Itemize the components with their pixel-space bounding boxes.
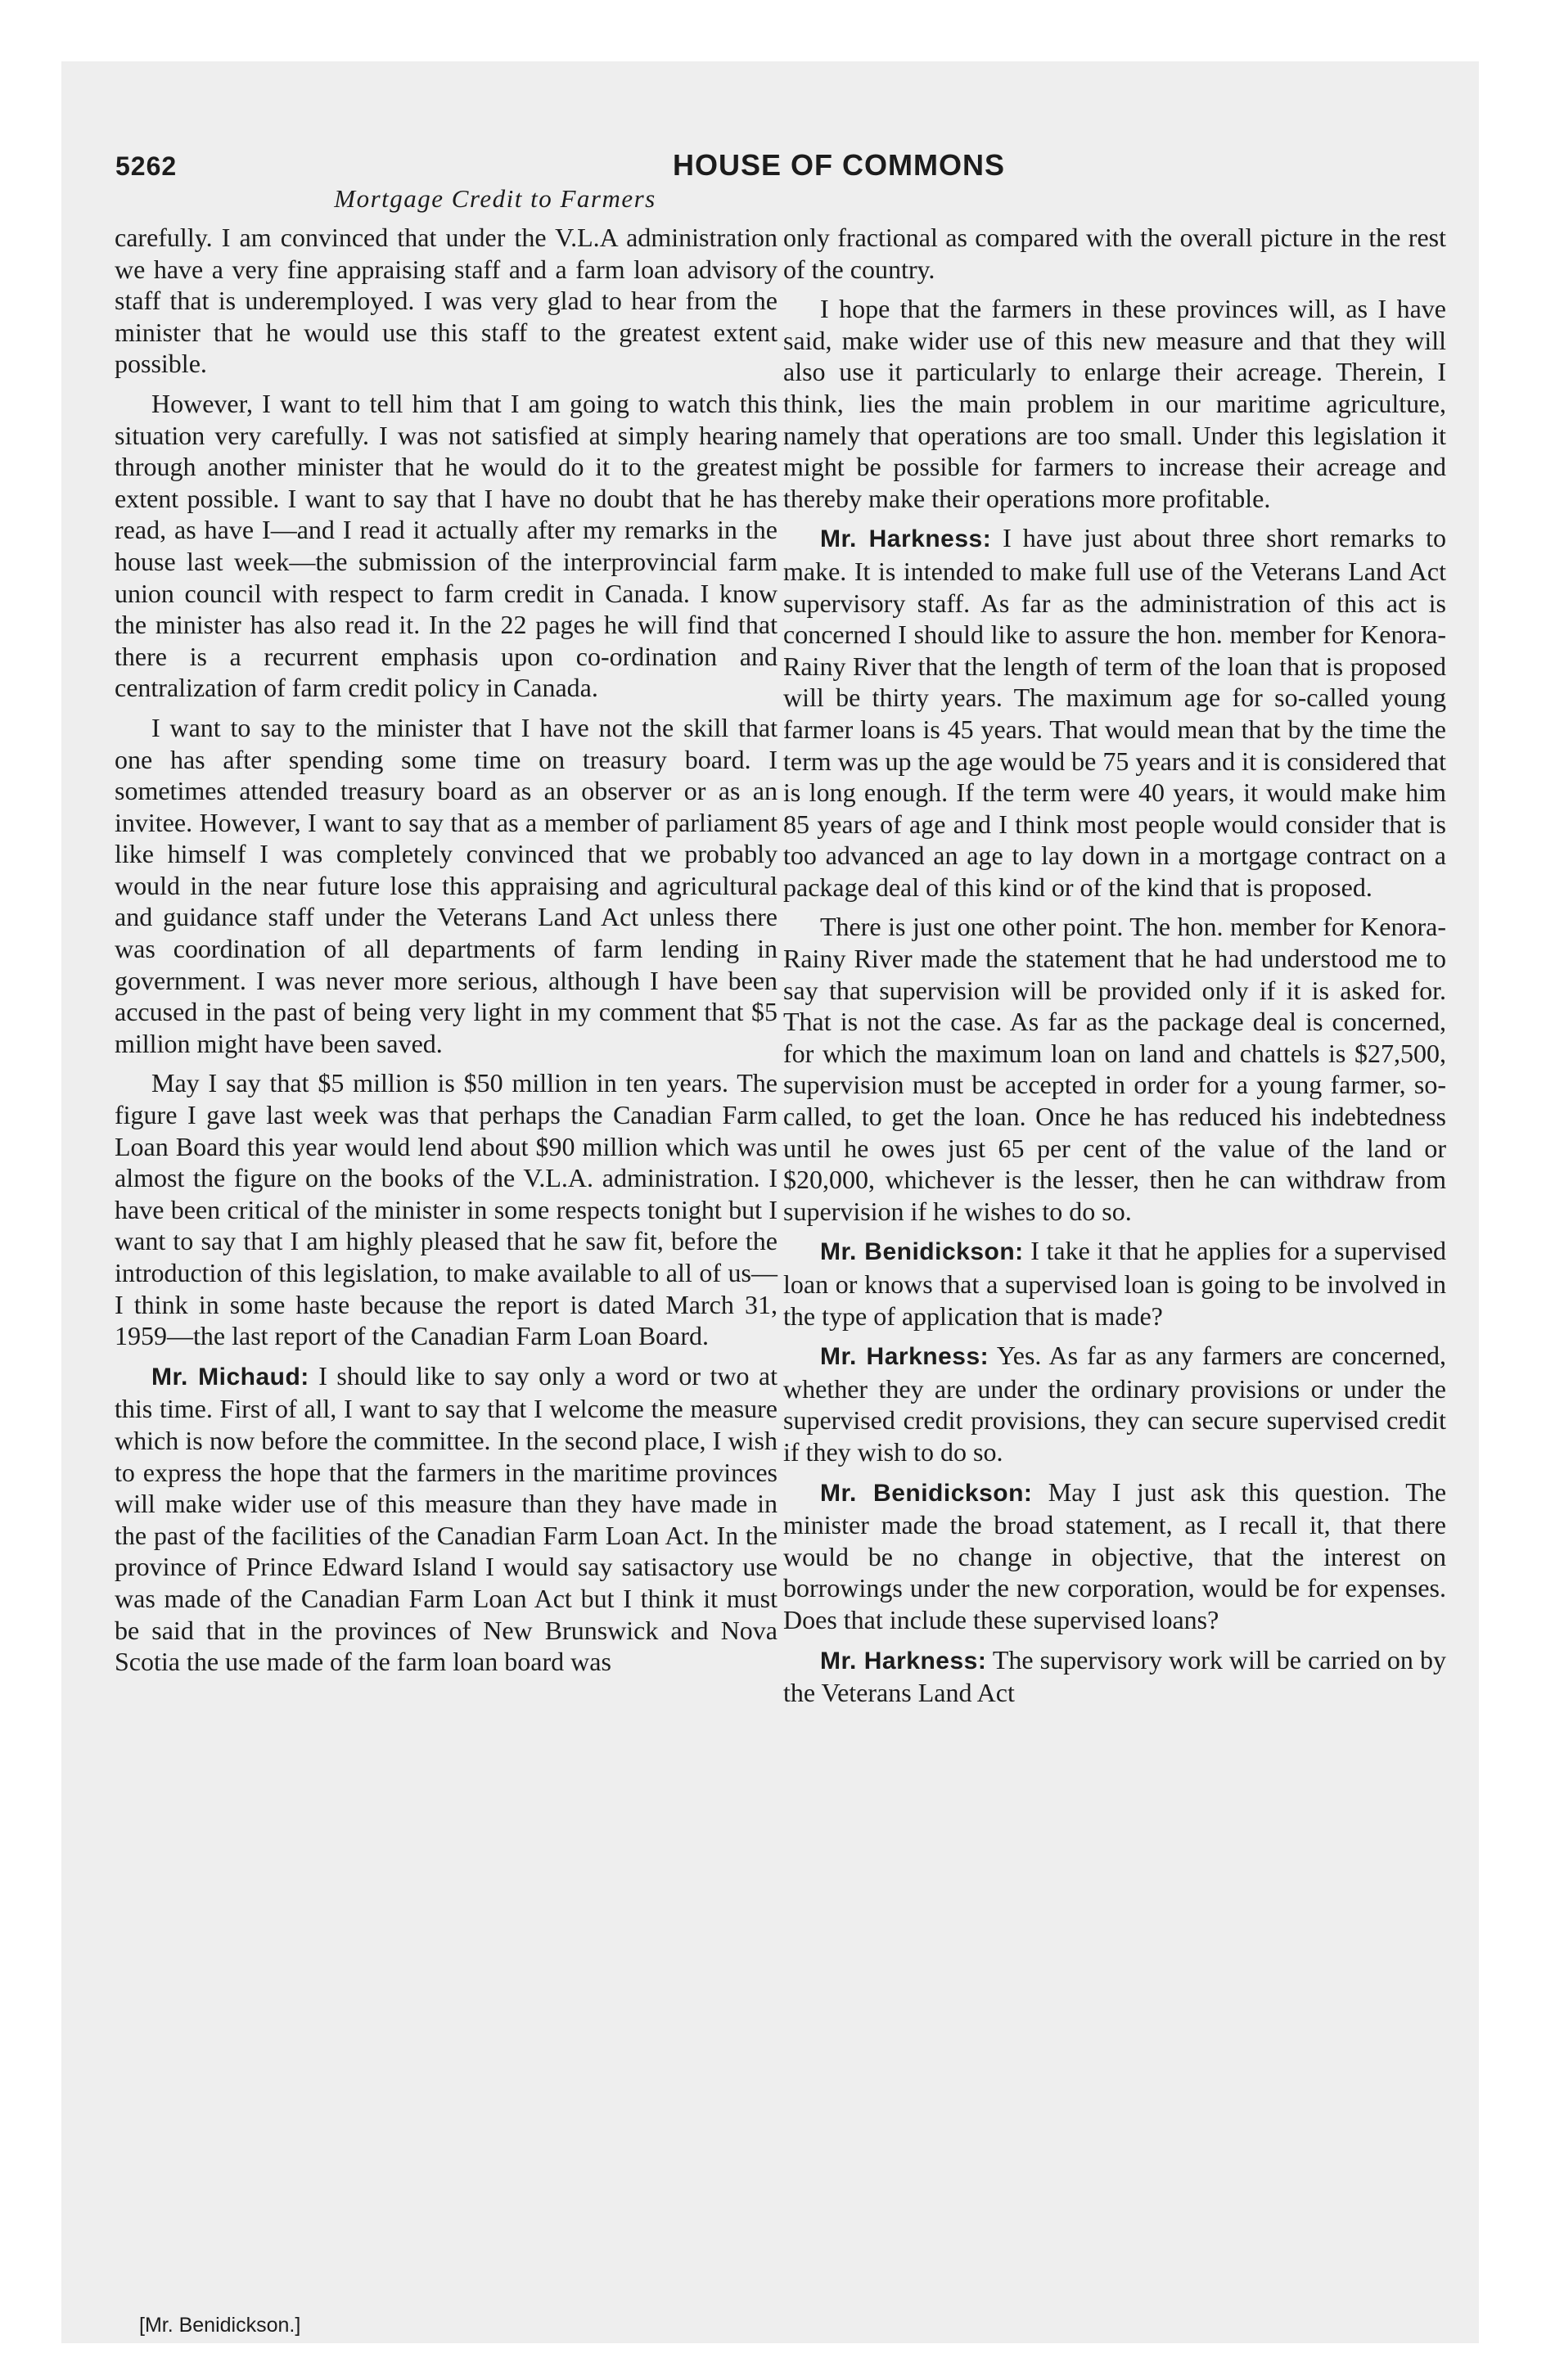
paragraph-text: Yes. As far as any farmers are concerned, whether they are under the ordinary provisions or under the supervised credit provisions, they can secure supervised credit if they wish to do so.	[783, 1341, 1447, 1467]
paragraph	[783, 222, 1446, 285]
left-column	[115, 222, 778, 1686]
paragraph-text: I should like to say only a word or two at this time. First of all, I want to say that I welcome the measure which is now before the committee. In the second place, I wish to express the hope that the farmers in the maritime provinces will make wider use of this measure than they have made in the past of the facilities of the Canadian Farm Loan Act. In the province of Prince Edward Island I would say satisactory use was made of the Canadian Farm Loan Act but I think it must be said that in the provinces of New Brunswick and Nova Scotia the use made of the farm loan board was	[115, 1360, 778, 1677]
speaker-name: Mr. Benidickson:	[820, 1238, 1024, 1266]
speaker-name: Mr. Harkness:	[820, 1647, 987, 1675]
paragraph-text: only fractional as compared with the overall picture in the rest of the country.	[783, 223, 1446, 284]
paragraph	[783, 1476, 1446, 1636]
paragraph	[115, 222, 778, 380]
subject-heading: Mortgage Credit to Farmers	[334, 184, 656, 213]
paragraph-text: There is just one other point. The hon. member for Kenora-Rainy River made the statement that he had understood me to say that supervision will be provided only if it is asked for. That is not the case. As far as the package deal is concerned, for which the maximum loan on land and chattels is $27,500, supervision must be accepted in order for a young farmer, so-called, to get the loan. Once he has reduced his indebtedness until he owes just 65 per cent of the value of the land or $20,000, whichever is the lesser, then he can withdraw from supervision if he wishes to do so.	[783, 912, 1446, 1226]
running-title: HOUSE OF COMMONS	[672, 148, 1005, 182]
paragraph-text: May I just ask this question. The minister made the broad statement, as I recall it, that there would be no change in objective, that the interest on borrowings under the new corporation, would be for expenses. Does that include these supervised loans?	[783, 1476, 1447, 1634]
paragraph-text: May I say that $5 million is $50 million in ten years. The figure I gave last week was that perhaps the Canadian Farm Loan Board this year would lend about $90 million which was almost the figure on the books of the V.L.A. administration. I have been critical of the minister in some respects tonight but I want to say that I am highly pleased that he saw fit, before the introduction of this legislation, to make available to all of us—I think in some haste because the report is dated March 31, 1959—the last report of the Canadian Farm Loan Board.	[115, 1068, 778, 1351]
paragraph-text: I hope that the farmers in these provinces will, as I have said, make wider use of this new measure and that they will also use it particularly to enlarge their acreage. Therein, I think, lies the main problem in our maritime agriculture, namely that operations are too small. Under this legislation it might be possible for farmers to increase their acreage and thereby make their operations more profitable.	[783, 294, 1446, 513]
paragraph-text: I want to say to the minister that I have not the skill that one has after spending some time on treasury board. I sometimes attended treasury board as an observer or as an invitee. However, I want to say that as a member of parliament like himself I was completely convinced that we probably would in the near future lose this appraising and agricultural and guidance staff under the Veterans Land Act unless there was coordination of all departments of farm lending in government. I was never more serious, although I have been accused in the past of being very light in my comment that $5 million might have been saved.	[115, 712, 778, 1058]
paragraph-text: I take it that he applies for a supervised loan or knows that a supervised loan is going to be involved in the type of application that is made?	[783, 1236, 1447, 1331]
paragraph-text: The supervisory work will be carried on by the Veterans Land Act	[783, 1644, 1447, 1708]
right-column	[783, 222, 1446, 1717]
paragraph	[783, 1644, 1446, 1709]
speaker-name: Mr. Benidickson:	[820, 1479, 1033, 1507]
page-number: 5262	[115, 151, 178, 181]
footer-speaker-note: [Mr. Benidickson.]	[139, 2314, 301, 2337]
paragraph	[783, 911, 1446, 1227]
paragraph-text: However, I want to tell him that I am going to watch this situation very carefully. I was not satisfied at simply hearing through another minister that he would do it to the greatest extent possible. I want to say that I have no doubt that he has read, as have I—and I read it actually after my remarks in the house last week—the submission of the interprovincial farm union council with respect to farm credit in Canada. I know the minister has also read it. In the 22 pages he will find that there is a recurrent emphasis upon co-ordination and centralization of farm credit policy in Canada.	[115, 388, 778, 703]
paragraph	[115, 1067, 778, 1351]
paragraph	[783, 1235, 1446, 1332]
paragraph	[115, 712, 778, 1060]
speaker-name: Mr. Michaud:	[151, 1363, 309, 1391]
paragraph	[783, 522, 1446, 903]
paragraph-text: I have just about three short remarks to make. It is intended to make full use of the Veterans Land Act supervisory staff. As far as the administration of this act is concerned I should like to assure the hon. member for Kenora-Rainy River that the length of term of the loan that is proposed will be thirty years. The maximum age for so-called young farmer loans is 45 years. That would mean that by the time the term was up the age would be 75 years and it is considered that is long enough. If the term were 40 years, it would make him 85 years of age and I think most people would consider that is too advanced an age to lay down in a mortgage contract on a package deal of this kind or of the kind that is proposed.	[783, 523, 1446, 902]
speaker-name: Mr. Harkness:	[820, 1343, 989, 1371]
speaker-name: Mr. Harkness:	[820, 525, 992, 553]
paragraph-text: carefully. I am convinced that under the V.L.A administration we have a very fine appraising staff and a farm loan advisory staff that is underemployed. I was very glad to hear from the minister that he would use this staff to the greatest extent possible.	[115, 223, 778, 379]
page	[61, 61, 1479, 2343]
paragraph	[783, 293, 1446, 514]
paragraph	[783, 1340, 1446, 1467]
paragraph	[115, 1360, 778, 1678]
paragraph	[115, 388, 778, 704]
